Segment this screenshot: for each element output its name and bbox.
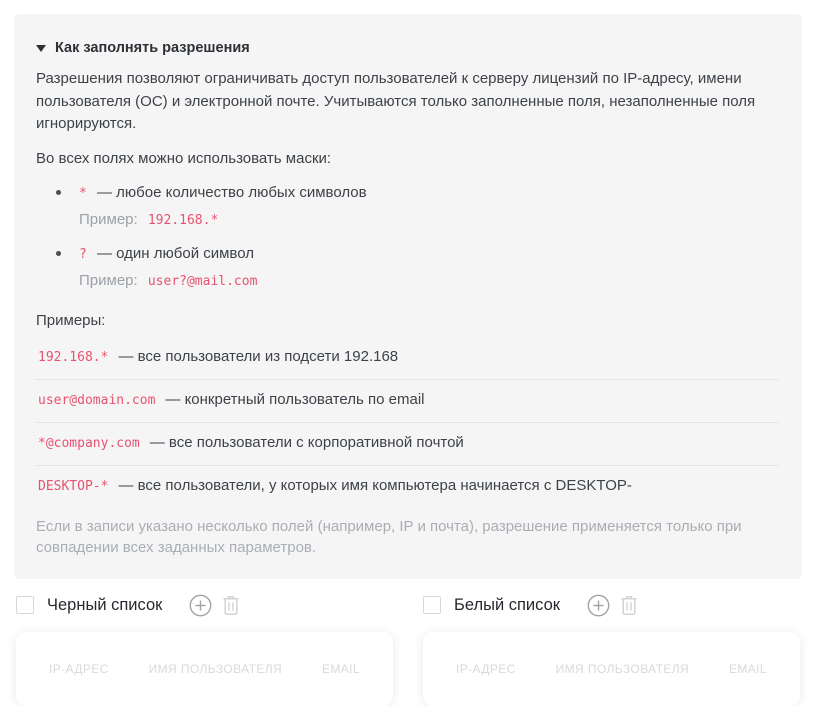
blacklist-checkbox[interactable] [16,596,34,614]
example-code: 192.168.* [38,349,109,365]
intro-paragraph: Разрешения позволяют ограничивать доступ пользователей к серверу лицензий по IP-адресу, имени пользователя (ОС) и электронной почте. Учитываются только заполненные поля, незаполненные поля игнорируются. [36,70,756,132]
blacklist-section [16,592,393,706]
trash-icon [222,595,240,616]
bullet-dot-icon [56,190,61,195]
examples-label: Примеры: [36,312,106,329]
whitelist-add-button[interactable] [587,594,610,617]
example-row [36,466,778,508]
blacklist-table-headers [16,662,393,676]
help-panel-title: Как заполнять разрешения [55,40,250,56]
example-row [36,337,778,380]
example-label: Пример: [79,211,138,228]
example-description: — все пользователи из подсети 192.168 [118,347,399,365]
bullet-dot-icon [56,251,61,256]
blacklist-delete-button[interactable] [222,595,240,616]
help-panel-header[interactable] [36,40,778,56]
whitelist-header [423,592,800,618]
example-row [36,423,778,466]
example-value: user?@mail.com [147,274,258,289]
example-description: — конкретный пользователь по email [165,390,425,408]
example-description: — все пользователи с корпоративной почтой [149,433,464,451]
mask-description: — любое количество любых символов [97,184,367,201]
example-code: DESKTOP-* [38,478,109,494]
examples-list [36,337,778,508]
column-header-username: ИМЯ ПОЛЬЗОВАТЕЛЯ [148,662,283,676]
blacklist-add-button[interactable] [189,594,212,617]
trash-icon [620,595,638,616]
column-header-ip: IP-АДРЕС [49,662,109,676]
masks-list [36,182,778,292]
example-description: — все пользователи, у которых имя компьютера начинается с DESKTOP- [118,476,632,494]
mask-symbol: * [79,186,87,201]
whitelist-label: Белый список [454,595,560,614]
mask-item [38,243,778,292]
whitelist-table-headers [423,662,800,676]
example-code: *@company.com [38,435,140,451]
whitelist-checkbox[interactable] [423,596,441,614]
plus-circle-icon [587,594,610,617]
masks-intro: Во всех полях можно использовать маски: [36,149,332,167]
example-code: user@domain.com [38,392,156,408]
collapse-triangle-icon [36,45,46,52]
mask-symbol: ? [79,247,87,262]
help-panel [14,14,802,579]
combination-note: Если в записи указано несколько полей (например, IP и почта), разрешение применяется только при совпадении всех заданных параметров. [36,517,742,557]
column-header-email: EMAIL [321,662,360,676]
plus-circle-icon [189,594,212,617]
column-header-email: EMAIL [728,662,767,676]
access-lists [14,592,802,706]
blacklist-table[interactable] [16,632,393,706]
blacklist-header [16,592,393,618]
example-row [36,380,778,423]
column-header-ip: IP-АДРЕС [456,662,516,676]
mask-item [38,182,778,231]
mask-description: — один любой символ [97,245,255,262]
example-label: Пример: [79,272,138,289]
column-header-username: ИМЯ ПОЛЬЗОВАТЕЛЯ [555,662,690,676]
blacklist-label: Черный список [47,595,163,614]
whitelist-section [423,592,800,706]
whitelist-delete-button[interactable] [620,595,638,616]
example-value: 192.168.* [147,213,219,228]
whitelist-table[interactable] [423,632,800,706]
